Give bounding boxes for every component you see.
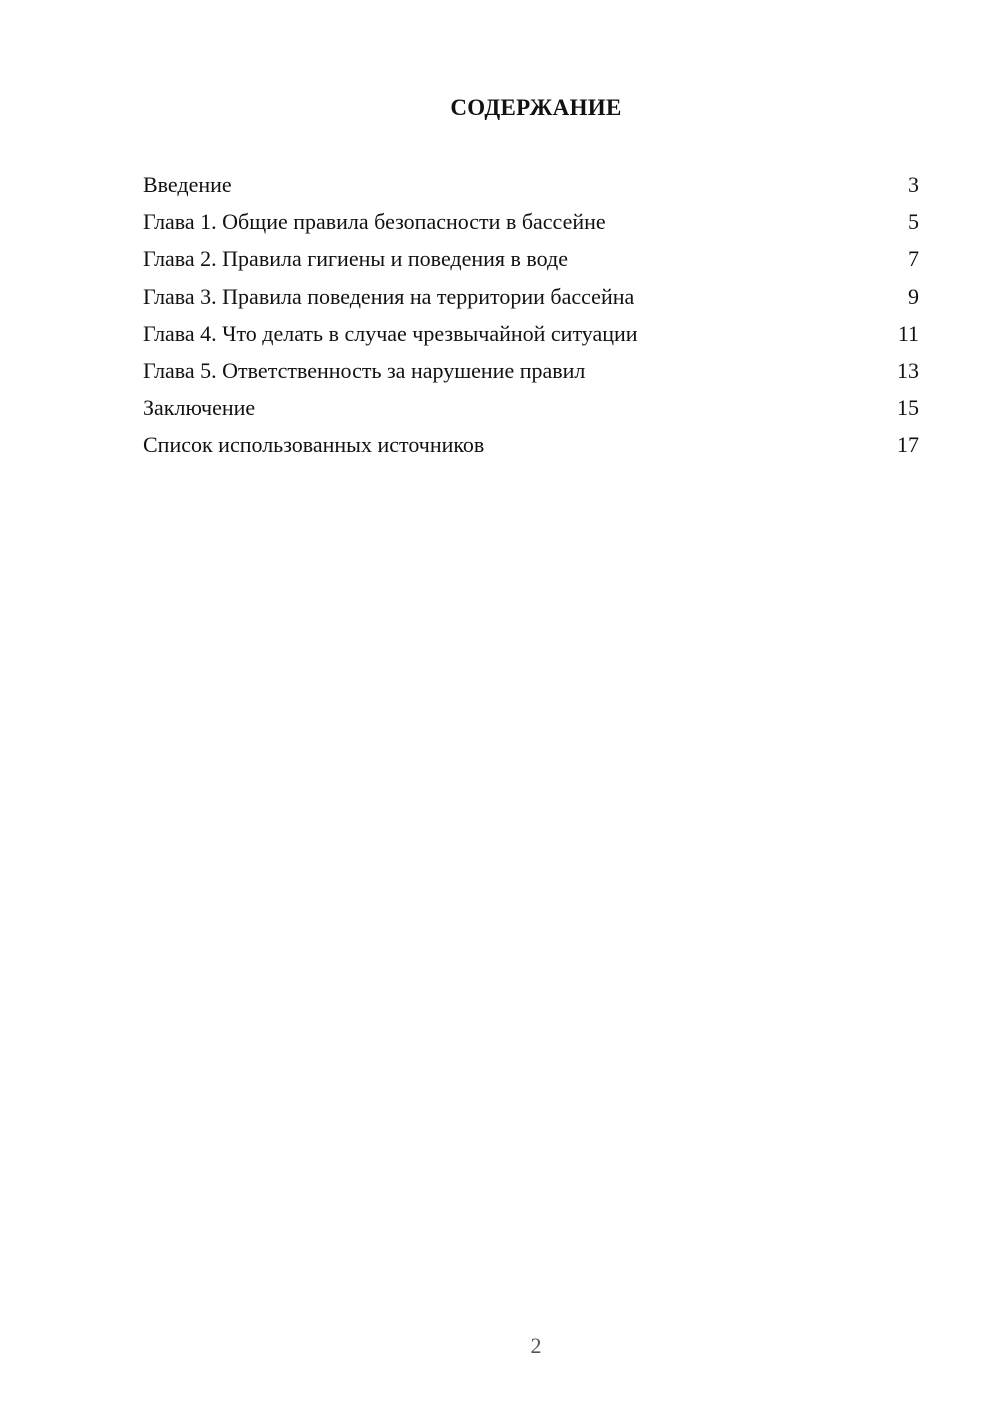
toc-entry-chapter-1 — [143, 205, 919, 242]
toc-entry-page: 17 — [897, 432, 919, 458]
toc-entry-label: Список использованных источников — [143, 432, 485, 458]
toc-entry-label: Заключение — [143, 395, 256, 421]
toc-entry-page: 3 — [908, 172, 919, 197]
page-number: 2 — [530, 1333, 542, 1358]
toc-entry-references — [143, 428, 919, 465]
toc-entry-page: 15 — [897, 395, 919, 421]
toc-entry-chapter-5 — [143, 354, 919, 391]
toc-entry-chapter-3 — [143, 280, 919, 317]
table-of-contents — [143, 168, 919, 466]
toc-entry-conclusion — [143, 391, 919, 428]
toc-entry-label: Глава 2. Правила гигиены и поведения в воде — [143, 246, 568, 272]
toc-entry-page: 11 — [897, 320, 919, 346]
toc-entry-label: Глава 4. Что делать в случае чрезвычайной ситуации — [143, 320, 638, 346]
toc-entry-page: 7 — [908, 246, 919, 272]
toc-entry-label: Введение — [143, 172, 232, 197]
toc-entry-label: Глава 1. Общие правила безопасности в бассейне — [143, 209, 606, 235]
toc-entry-label: Глава 3. Правила поведения на территории бассейна — [143, 283, 635, 309]
toc-title: СОДЕРЖАНИЕ — [450, 95, 622, 120]
toc-entry-page: 5 — [908, 209, 919, 235]
toc-entry-chapter-4 — [143, 317, 919, 354]
toc-entry-page: 9 — [908, 283, 919, 309]
toc-entry-chapter-2 — [143, 242, 919, 279]
toc-entry-label: Глава 5. Ответственность за нарушение правил — [143, 357, 586, 383]
toc-entry-introduction — [143, 168, 919, 205]
toc-entry-page: 13 — [897, 357, 919, 383]
